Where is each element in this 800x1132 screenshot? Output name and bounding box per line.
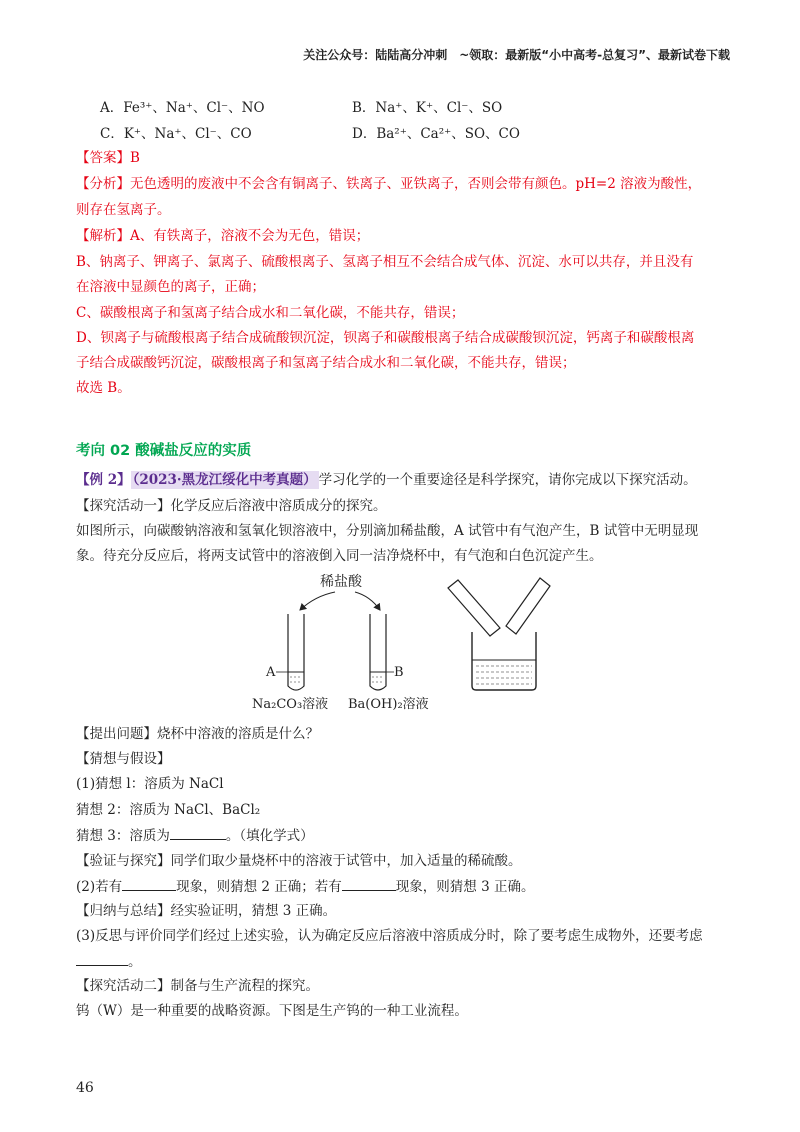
question-3-line: (3)反思与评价同学们经过上述实验，认为确定反应后溶液中溶质成分时，除了要考虑生成物外，还要考虑 <box>76 928 703 944</box>
explanation-line-7: 故选 B。 <box>76 380 131 396</box>
q3-end-text: 。 <box>128 954 142 970</box>
option-a: A．Fe³⁺、Na⁺、Cl⁻、NO <box>100 100 265 116</box>
hypothesis-1: (1)猜想 l：溶质为 NaCl <box>76 776 224 792</box>
body-line-1: 【探究活动一】化学反应后溶液中溶质成分的探究。 <box>76 498 387 514</box>
test-tube-a <box>288 614 304 690</box>
option-c: C．K⁺、Na⁺、Cl⁻、CO <box>100 126 252 142</box>
question-ask: 【提出问题】烧杯中溶液的溶质是什么？ <box>76 726 319 742</box>
page-header: 关注公众号：陆陆高分冲刺 ~领取：最新版“小中高考-总复习”、最新试卷下载 <box>303 48 730 62</box>
tube-a-solution: Na₂CO₃溶液 <box>252 697 329 712</box>
hypothesis-3-post: 。（填化学式） <box>225 828 314 844</box>
pouring-tube-left <box>448 580 500 636</box>
example-tag: 【例 2】 <box>76 472 131 488</box>
label-b: B <box>394 665 404 680</box>
body-line-2: 如图所示，向碳酸钠溶液和氢氧化钡溶液中，分别滴加稀盐酸，A 试管中有气泡产生，B 试管中无明显现 <box>76 523 699 539</box>
explanation-line-1: 【解析】A、有铁离子，溶液不会为无色，错误； <box>76 228 370 244</box>
q2-part-a: (2)若有 <box>76 879 123 895</box>
example-intro: 学习化学的一个重要途径是科学探究，请你完成以下探究活动。 <box>318 472 697 488</box>
experiment-figure <box>240 568 570 718</box>
option-b: B．Na⁺、K⁺、Cl⁻、SO <box>352 100 503 116</box>
explanation-line-5: D、钡离子与硫酸根离子结合成硫酸钡沉淀，钡离子和碳酸根离子结合成碳酸钡沉淀，钙离子和碳酸根离 <box>76 330 695 346</box>
label-a: A <box>266 665 276 680</box>
analysis-line-2: 则存在氢离子。 <box>76 202 171 218</box>
test-tube-b <box>370 614 386 690</box>
hypothesis-2: 猜想 2：溶质为 NaCl、BaCl₂ <box>76 802 261 818</box>
arrow-right <box>355 592 380 610</box>
explanation-line-3: 在溶液中显颜色的离子，正确； <box>76 279 265 295</box>
hypothesis-3-blank[interactable] <box>170 825 226 840</box>
explanation-line-2: B、钠离子、钾离子、氯离子、硫酸根离子、氢离子相互不会结合成气体、沉淀、水可以共存，并且没有 <box>76 254 694 270</box>
q3-blank[interactable] <box>76 951 128 966</box>
tungsten-line: 钨（W）是一种重要的战略资源。下图是生产钨的一种工业流程。 <box>76 1003 468 1019</box>
tube-b-solution: Ba(OH)₂溶液 <box>348 697 429 712</box>
question-2-line <box>76 876 534 897</box>
beaker <box>472 632 536 690</box>
hypothesis-3-line <box>76 825 314 846</box>
hypothesis-3-pre: 猜想 3：溶质为 <box>76 828 170 844</box>
page-number: 46 <box>76 1080 94 1096</box>
hypothesis-heading: 【猜想与假设】 <box>76 751 171 767</box>
explanation-line-6: 子结合成碳酸钙沉淀，碳酸根离子和氢离子结合成水和二氧化碳，不能共存，错误； <box>76 355 576 371</box>
q2-blank-1[interactable] <box>122 876 176 891</box>
acid-label: 稀盐酸 <box>320 574 362 590</box>
q2-part-b: 现象，则猜想 2 正确；若有 <box>176 879 342 895</box>
option-d: D．Ba²⁺、Ca²⁺、SO、CO <box>352 126 520 142</box>
pouring-tube-right <box>506 578 550 634</box>
explanation-line-4: C、碳酸根离子和氢离子结合成水和二氧化碳，不能共存，错误； <box>76 305 465 321</box>
arrow-left <box>300 592 335 610</box>
body-line-3: 象。待充分反应后，将两支试管中的溶液倒入同一洁净烧杯中，有气泡和白色沉淀产生。 <box>76 548 603 564</box>
analysis-line-1: 【分析】无色透明的废液中不会含有铜离子、铁离子、亚铁离子，否则会带有颜色。pH=2 溶液为酸性， <box>76 176 702 192</box>
question-3-end <box>76 951 142 972</box>
summary-line: 【归纳与总结】经实验证明，猜想 3 正确。 <box>76 903 337 919</box>
q2-part-c: 现象，则猜想 3 正确。 <box>395 879 535 895</box>
verify-line: 【验证与探究】同学们取少量烧杯中的溶液于试管中，加入适量的稀硫酸。 <box>76 853 522 869</box>
section-title: 考向 02 酸碱盐反应的实质 <box>76 443 252 459</box>
q2-blank-2[interactable] <box>342 876 396 891</box>
example-intro-line <box>76 470 697 490</box>
activity-2-line: 【探究活动二】制备与生产流程的探究。 <box>76 978 319 994</box>
answer: 【答案】B <box>76 150 140 166</box>
example-source: （2023·黑龙江绥化中考真题） <box>132 472 317 488</box>
